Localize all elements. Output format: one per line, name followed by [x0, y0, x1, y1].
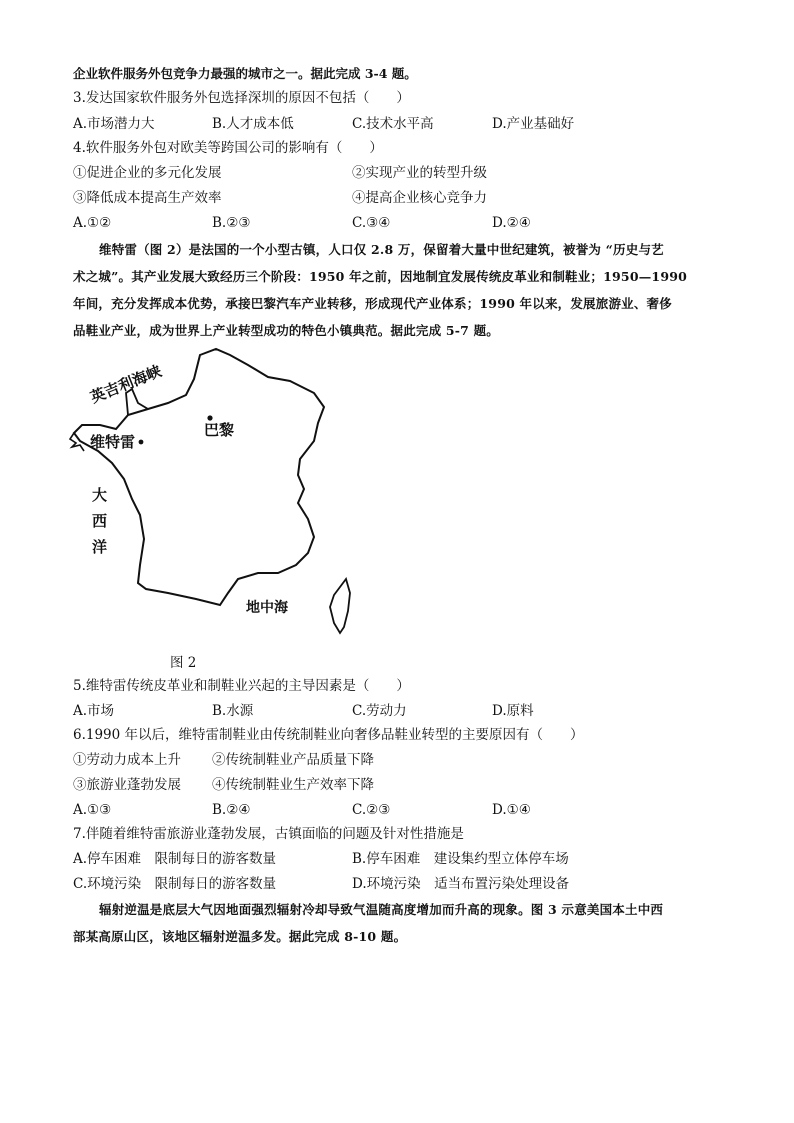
q7-stem: 7.伴随着维特雷旅游业蓬勃发展，古镇面临的问题及针对性措施是 — [73, 826, 464, 842]
paris-marker — [207, 415, 212, 420]
q6-stem: 6.1990 年以后，维特雷制鞋业由传统制鞋业向奢侈品鞋业转型的主要原因有（ ） — [73, 727, 584, 743]
q6-item-2: ②传统制鞋业产品质量下降 — [212, 752, 374, 768]
q7-option-b[interactable]: B.停车困难 建设集约型立体停车场 — [352, 851, 569, 867]
passage-vitre-line-3: 年间，充分发挥成本优势，承接巴黎汽车产业转移，形成现代产业体系；1990 年以来，发展旅游业、奢侈 — [73, 296, 672, 311]
q6-item-1: ①劳动力成本上升 — [73, 752, 181, 768]
label-vitre: 维特雷 — [90, 433, 136, 451]
passage-inversion — [73, 896, 725, 950]
q7-option-d[interactable]: D.环境污染 适当布置污染处理设备 — [352, 876, 570, 892]
q5-option-d[interactable]: D.原料 — [492, 703, 534, 719]
q7-option-a[interactable]: A.停车困难 限制每日的游客数量 — [73, 851, 277, 867]
q4-item-2: ②实现产业的转型升级 — [352, 165, 487, 181]
q5-option-b[interactable]: B.水源 — [212, 703, 254, 719]
q4-item-1: ①促进企业的多元化发展 — [73, 165, 222, 181]
vitre-marker — [139, 440, 144, 445]
corsica-outline — [330, 579, 350, 633]
q4-option-c[interactable]: C.③④ — [352, 215, 391, 231]
q6-option-d[interactable]: D.①④ — [492, 802, 531, 818]
q3-stem: 3.发达国家软件服务外包选择深圳的原因不包括（ ） — [73, 90, 410, 106]
q4-option-d[interactable]: D.②④ — [492, 215, 531, 231]
q6-item-4: ④传统制鞋业生产效率下降 — [212, 777, 374, 793]
q6-option-b[interactable]: B.②④ — [212, 802, 251, 818]
q3-option-d[interactable]: D.产业基础好 — [492, 116, 575, 132]
france-map — [68, 343, 358, 638]
label-paris: 巴黎 — [204, 421, 235, 439]
passage-vitre — [73, 236, 725, 344]
q5-stem: 5.维特雷传统皮革业和制鞋业兴起的主导因素是（ ） — [73, 678, 410, 694]
intro-tail: 企业软件服务外包竞争力最强的城市之一。据此完成 3-4 题。 — [73, 66, 417, 81]
q4-option-a[interactable]: A.①② — [73, 215, 112, 231]
label-mediterranean: 地中海 — [246, 600, 288, 616]
passage-vitre-line-1: 维特雷（图 2）是法国的一个小型古镇，人口仅 2.8 万，保留着大量中世纪建筑，被誉为 “历史与艺 — [99, 242, 664, 257]
q6-option-c[interactable]: C.②③ — [352, 802, 391, 818]
q5-option-a[interactable]: A.市场 — [73, 703, 115, 719]
q4-item-3: ③降低成本提高生产效率 — [73, 190, 222, 206]
q7-option-c[interactable]: C.环境污染 限制每日的游客数量 — [73, 876, 277, 892]
q3-option-c[interactable]: C.技术水平高 — [352, 116, 434, 132]
label-atlantic-2: 西 — [92, 512, 108, 530]
label-atlantic-3: 洋 — [92, 538, 108, 556]
label-strait: 英吉利海峡 — [87, 361, 165, 407]
figure-caption: 图 2 — [170, 655, 197, 671]
q4-stem: 4.软件服务外包对欧美等跨国公司的影响有（ ） — [73, 140, 383, 156]
q4-item-4: ④提高企业核心竞争力 — [352, 190, 487, 206]
q6-item-3: ③旅游业蓬勃发展 — [73, 777, 181, 793]
q5-option-c[interactable]: C.劳动力 — [352, 703, 407, 719]
q6-option-a[interactable]: A.①③ — [73, 802, 112, 818]
q3-option-a[interactable]: A.市场潜力大 — [73, 116, 155, 132]
q4-option-b[interactable]: B.②③ — [212, 215, 251, 231]
label-atlantic-1: 大 — [92, 486, 108, 504]
passage-vitre-line-2: 术之城”。其产业发展大致经历三个阶段：1950 年之前，因地制宜发展传统皮革业和制鞋业；1950—1990 — [73, 269, 688, 284]
passage-inversion-line-2: 部某高原山区，该地区辐射逆温多发。据此完成 8-10 题。 — [73, 929, 407, 944]
passage-vitre-line-4: 品鞋业产业，成为世界上产业转型成功的特色小镇典范。据此完成 5-7 题。 — [73, 323, 499, 338]
q3-option-b[interactable]: B.人才成本低 — [212, 116, 294, 132]
passage-inversion-line-1: 辐射逆温是底层大气因地面强烈辐射冷却导致气温随高度增加而升高的现象。图 3 示意美国本土中西 — [99, 902, 664, 917]
